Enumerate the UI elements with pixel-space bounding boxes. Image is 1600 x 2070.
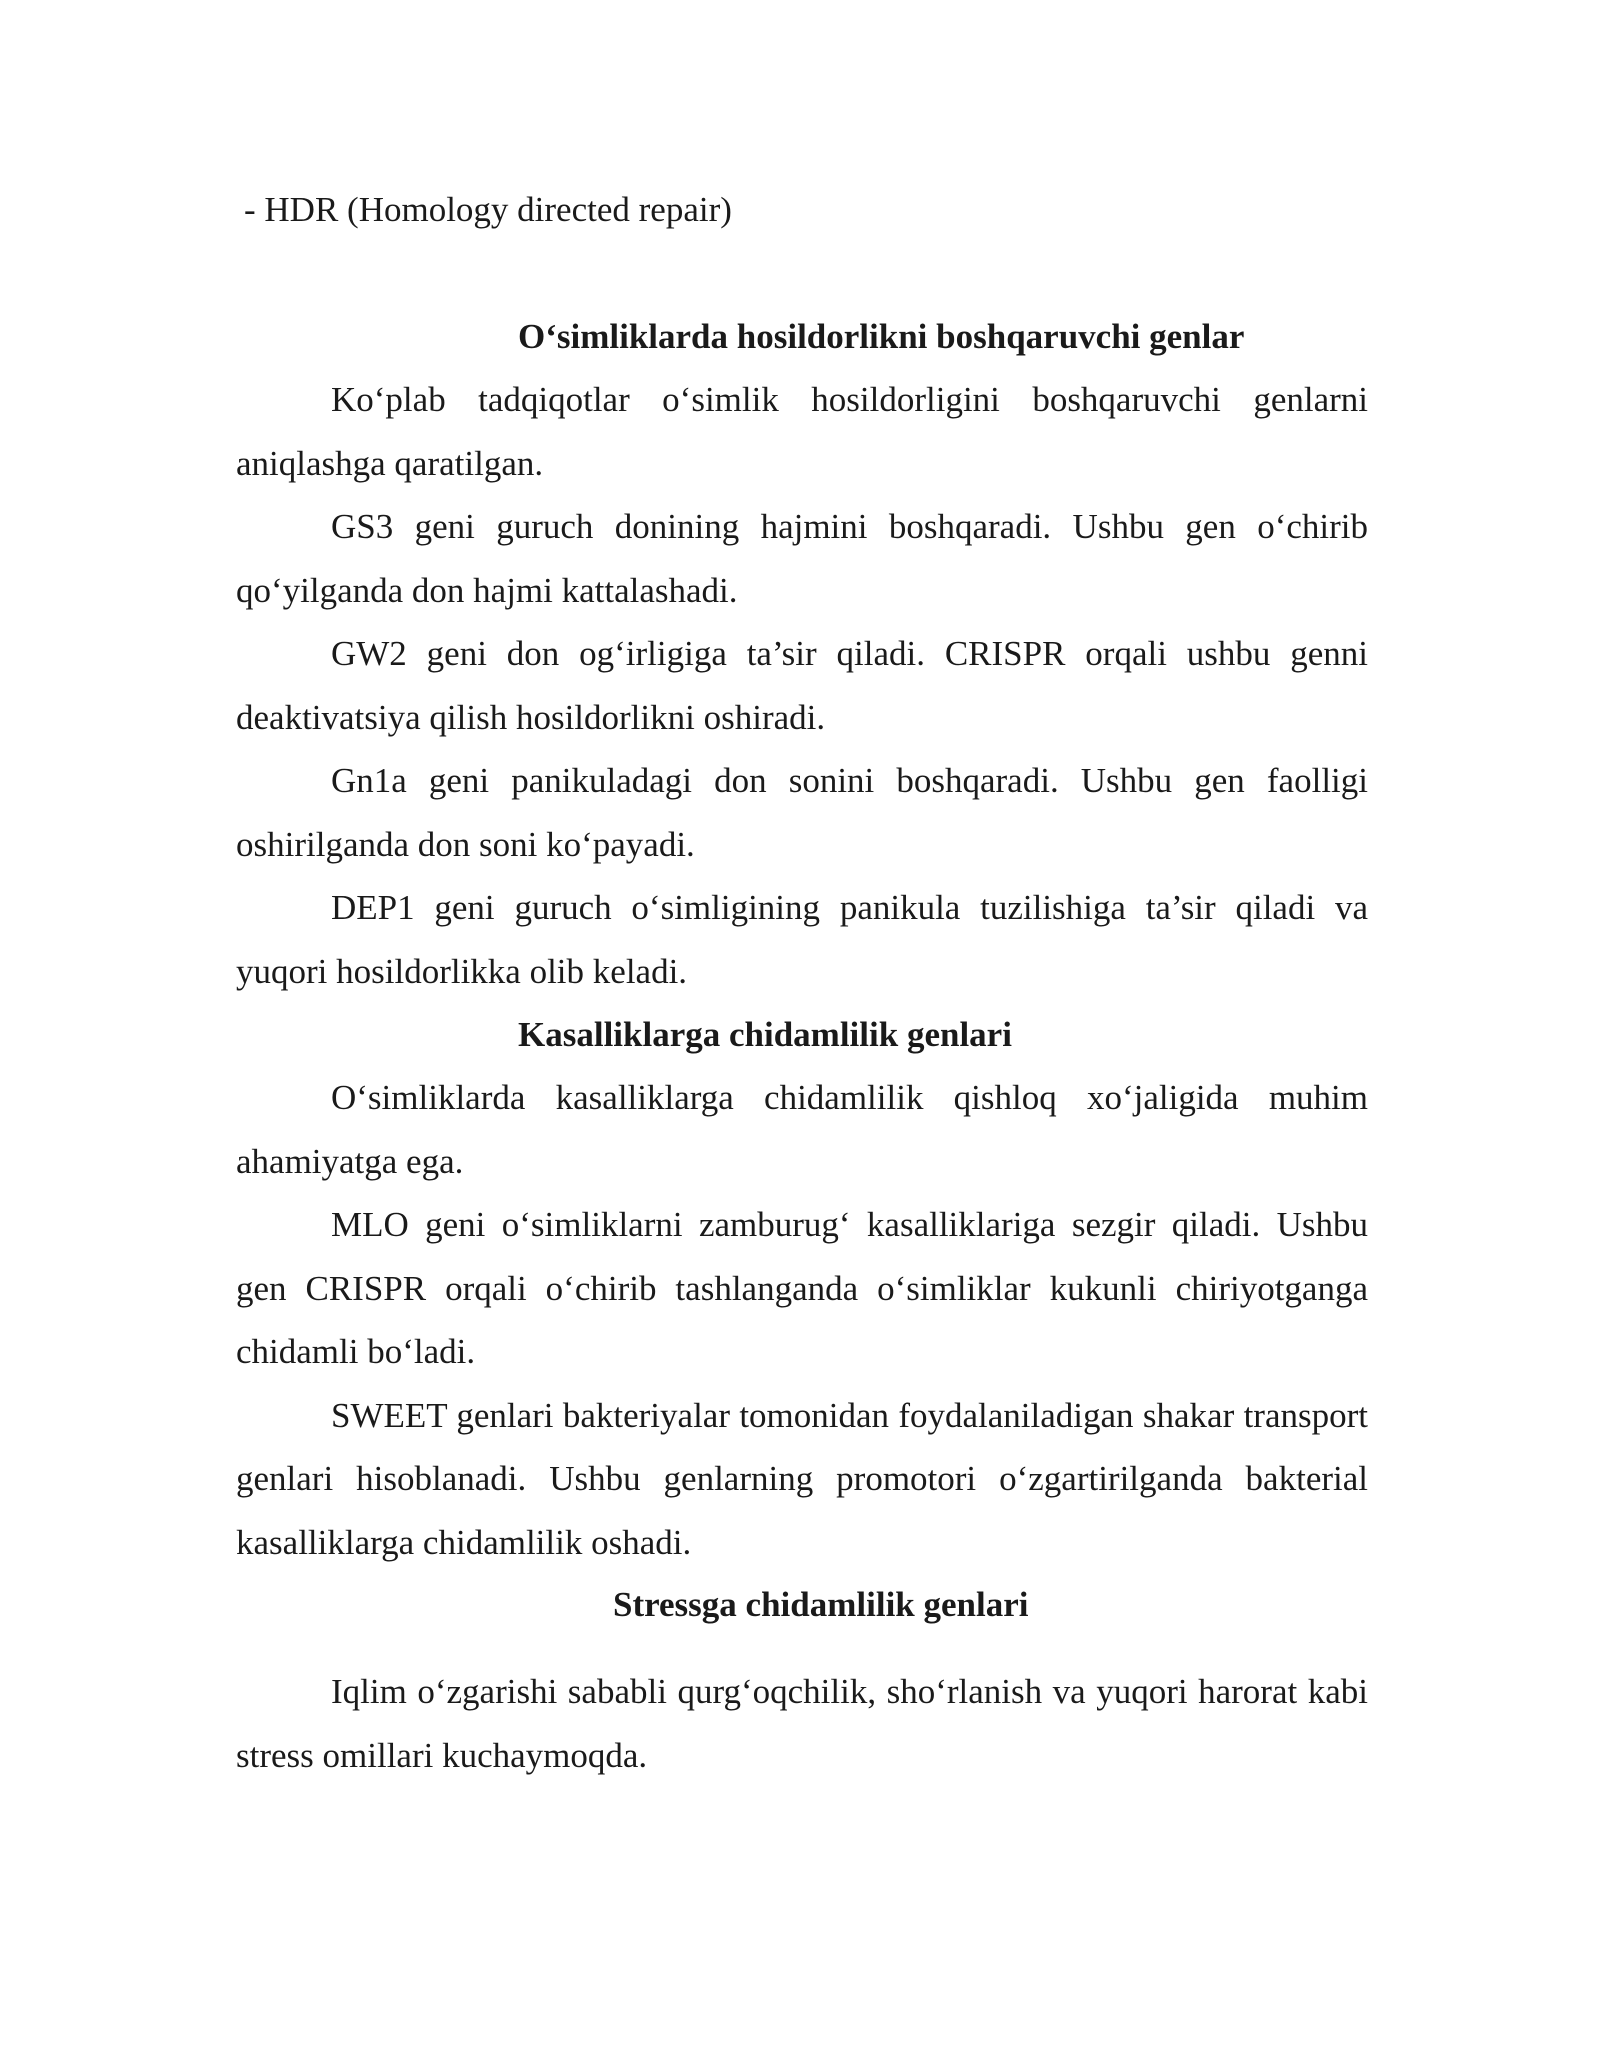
paragraph: GS3 geni guruch donining hajmini boshqaradi. Ushbu gen o‘chirib qo‘yilganda don hajmi kattalashadi. — [236, 507, 1368, 610]
section-heading-disease-resistance: Kasalliklarga chidamlilik genlari — [518, 1015, 1012, 1054]
paragraph: SWEET genlari bakteriyalar tomonidan foydalaniladigan shakar transport genlari hisoblanadi. Ushbu genlarning promotori o‘zgartirilganda bakterial kasalliklarga chidamlilik oshadi. — [236, 1395, 1368, 1562]
paragraph: GW2 geni don og‘irligiga ta’sir qiladi. CRISPR orqali ushbu genni deaktivatsiya qilish hosildorlikni oshiradi. — [236, 634, 1368, 737]
paragraph: Ko‘plab tadqiqotlar o‘simlik hosildorligini boshqaruvchi genlarni aniqlashga qaratilgan. — [236, 380, 1368, 483]
bullet-item-hdr: - HDR (Homology directed repair) — [244, 190, 732, 229]
paragraph: Iqlim o‘zgarishi sababli qurg‘oqchilik, sho‘rlanish va yuqori harorat kabi stress omillari kuchaymoqda. — [236, 1672, 1368, 1775]
section-body-stress-resistance — [236, 1660, 1368, 1787]
section-heading-stress-resistance: Stressga chidamlilik genlari — [613, 1585, 1029, 1624]
paragraph: O‘simliklarda kasalliklarga chidamlilik qishloq xo‘jaligida muhim ahamiyatga ega. — [236, 1078, 1368, 1181]
section-body-disease-resistance — [236, 1066, 1368, 1574]
section-body-yield-genes — [236, 368, 1368, 1003]
section-heading-yield-genes: O‘simliklarda hosildorlikni boshqaruvchi genlar — [518, 317, 1245, 356]
paragraph: DEP1 geni guruch o‘simligining panikula tuzilishiga ta’sir qiladi va yuqori hosildorlikka olib keladi. — [236, 888, 1368, 991]
paragraph: Gn1a geni panikuladagi don sonini boshqaradi. Ushbu gen faolligi oshirilganda don soni ko‘payadi. — [236, 761, 1368, 864]
paragraph: MLO geni o‘simliklarni zamburug‘ kasalliklariga sezgir qiladi. Ushbu gen CRISPR orqali o‘chirib tashlanganda o‘simliklar kukunli chiriyotganga chidamli bo‘ladi. — [236, 1205, 1368, 1371]
